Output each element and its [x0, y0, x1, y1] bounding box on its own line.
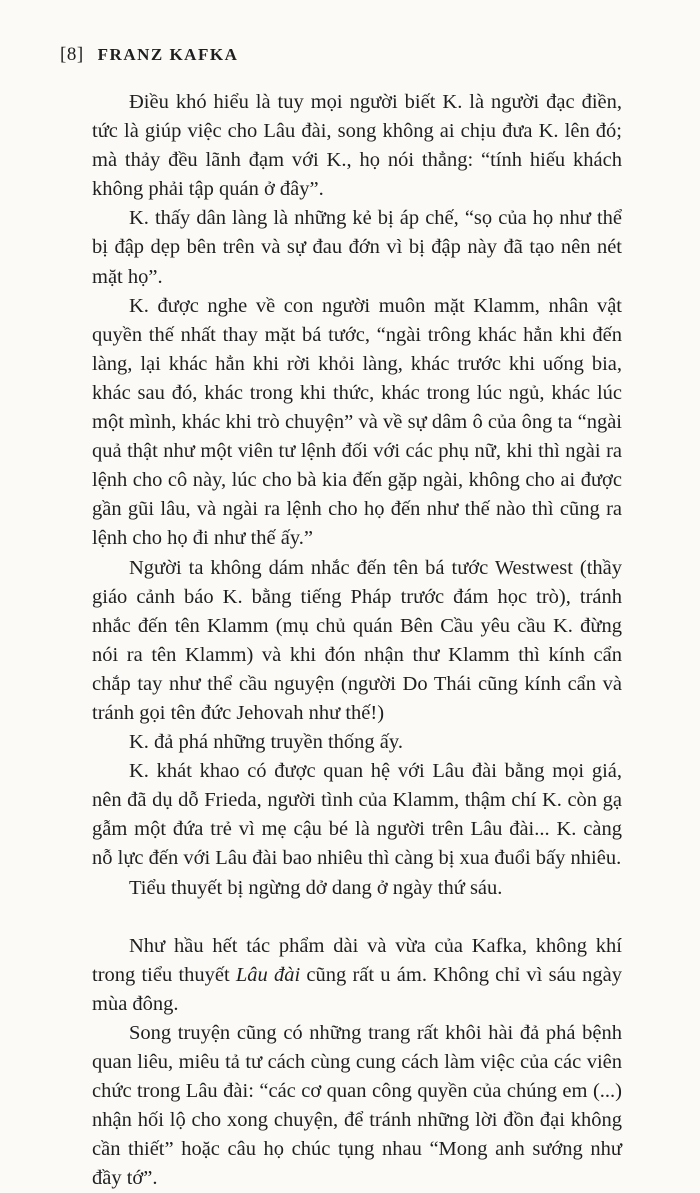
body-text: [92, 88, 622, 1193]
paragraph-text: Như hầu hết tác phẩm dài và vừa của Kafka, không khí trong tiểu thuyết: [92, 934, 622, 986]
paragraph: K. được nghe về con người muôn mặt Klamm, nhân vật quyền thế nhất thay mặt bá tước, “ngài trông khác hẳn khi đến làng, lại khác hẳn khi rời khỏi làng, khác trước khi uống bia, khác sau đó, khác trong khi thức, khác trong lúc ngủ, khác lúc một mình, khác khi trò chuyện” và về sự dâm ô của ông ta “ngài quả thật như một viên tư lệnh đối với các phụ nữ, khi thì ngài ra lệnh cho cô này, lúc cho bà kia đến gặp ngài, không cho ai được gần gũi lâu, và ngài ra lệnh cho họ đến như thế nào thì cũng ra lệnh cho họ đi như thế ấy.”: [92, 294, 622, 550]
paragraph: K. thấy dân làng là những kẻ bị áp chế, “sọ của họ như thể bị đập dẹp bên trên và sự đau đớn vì bị đập này đã tạo nên nét mặt họ”.: [92, 207, 622, 288]
book-title-italic: Lâu đài: [235, 963, 301, 986]
running-head: [60, 44, 238, 66]
paragraph: K. đả phá những truyền thống ấy.: [129, 731, 403, 754]
author-name: FRANZ KAFKA: [97, 45, 239, 64]
paragraph: [92, 932, 622, 1019]
paragraph: Điều khó hiểu là tuy mọi người biết K. là người đạc điền, tức là giúp việc cho Lâu đài, song không ai chịu đưa K. lên đó; mà thảy đều lãnh đạm với K., họ nói thẳng: “tính hiếu khách không phải tập quán ở đây”.: [92, 91, 622, 201]
paragraph: Người ta không dám nhắc đến tên bá tước Westwest (thầy giáo cảnh báo K. bằng tiếng Pháp trước đám học trò), tránh nhắc đến tên Klamm (mụ chủ quán Bên Cầu yêu cầu K. đừng nói ra tên Klamm) và khi đón nhận thư Klamm thì kính cẩn chắp tay như thể cầu nguyện (người Do Thái cũng kính cẩn và tránh gọi tên đức Jehovah như thế!): [92, 556, 622, 724]
paragraph-text: cũng rất u ám. Không chỉ vì sáu ngày mùa đông.: [92, 963, 622, 1015]
paragraph: K. khát khao có được quan hệ với Lâu đài bằng mọi giá, nên đã dụ dỗ Frieda, người tình của Klamm, thậm chí K. còn gạ gẫm một đứa trẻ vì mẹ cậu bé là người trên Lâu đài... K. càng nỗ lực đến với Lâu đài bao nhiêu thì càng bị xua đuổi bấy nhiêu.: [92, 760, 622, 870]
paragraph: Tiểu thuyết bị ngừng dở dang ở ngày thứ sáu.: [129, 876, 503, 899]
page-number: [8]: [60, 44, 84, 65]
paragraph: Song truyện cũng có những trang rất khôi hài đả phá bệnh quan liêu, miêu tả tư cách cùng cung cách làm việc của các viên chức trong Lâu đài: “các cơ quan công quyền của chúng em (...) nhận hối lộ cho xong chuyện, để tránh những lời đồn đại không cần thiết” hoặc câu họ chúc tụng nhau “Mong anh sướng như đầy tớ”.: [92, 1021, 622, 1190]
